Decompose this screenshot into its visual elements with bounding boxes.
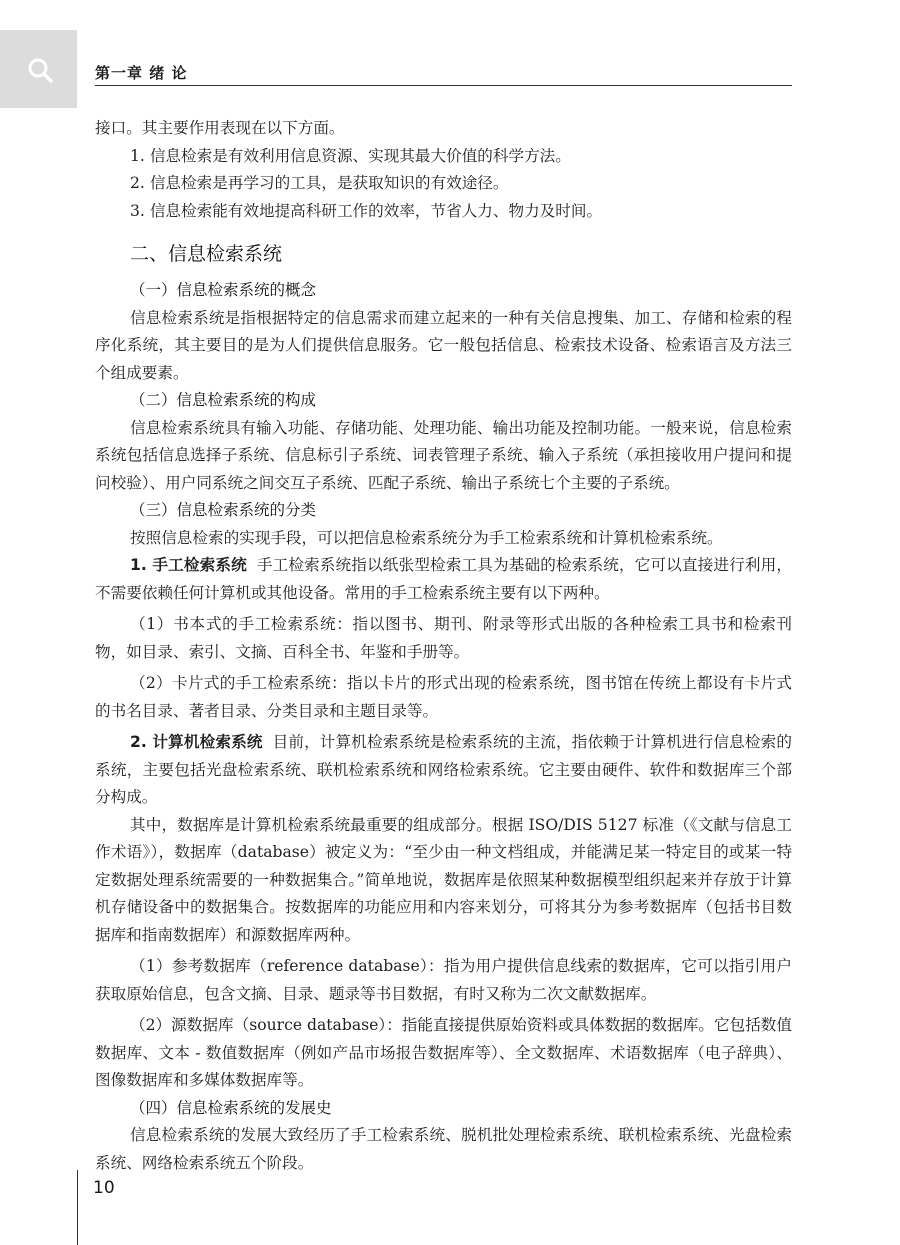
intro-paragraph: 接口。其主要作用表现在以下方面。	[95, 119, 345, 137]
paragraph: （1）参考数据库（reference database）：指为用户提供信息线索的数据库，它可以指引用户获取原始信息，包含文摘、目录、题录等书目数据，有时又称为二次文献数据库。	[95, 957, 792, 1003]
paragraph-computer-system	[95, 729, 792, 812]
chapter-title: 第一章 绪 论	[95, 64, 188, 82]
paragraph: 信息检索系统是指根据特定的信息需求而建立起来的一种有关信息搜集、加工、存储和检索的程序化系统，其主要目的是为人们提供信息服务。它一般包括信息、检索技术设备、检索语言及方法三个组成要素。	[95, 308, 792, 382]
footer-rule	[77, 1170, 78, 1245]
computer-system-heading: 2. 计算机检索系统	[130, 733, 263, 751]
paragraph: 按照信息检索的实现手段，可以把信息检索系统分为手工检索系统和计算机检索系统。	[130, 528, 723, 547]
paragraph: 其中，数据库是计算机检索系统最重要的组成部分。根据 ISO/DIS 5127 标准（《文献与信息工作术语》），数据库（database）被定义为：“至少由一种文档组成，并能满足某一特定目的或某一特定数据处理系统需要的一种数据集合。”简单地说，数据库是依照某种数据模型组织起来并存放于计算机存储设备中的数据集合。按数据库的功能应用和内容来划分，可将其分为参考数据库（包括书目数据库和指南数据库）和源数据库两种。	[95, 815, 792, 944]
subsection-heading: （三）信息检索系统的分类	[130, 501, 317, 519]
list-item: 3. 信息检索能有效地提高科研工作的效率，节省人力、物力及时间。	[130, 201, 603, 220]
paragraph: 信息检索系统具有输入功能、存储功能、处理功能、输出功能及控制功能。一般来说，信息检索系统包括信息选择子系统、信息标引子系统、词表管理子系统、输入子系统（承担接收用户提问和提问校验）、用户同系统之间交互子系统、匹配子系统、输出子系统七个主要的子系统。	[95, 418, 792, 492]
list-item: 2. 信息检索是再学习的工具，是获取知识的有效途径。	[130, 174, 509, 192]
manual-system-heading: 1. 手工检索系统	[130, 556, 247, 574]
list-item: 1. 信息检索是有效利用信息资源、实现其最大价值的科学方法。	[130, 146, 571, 165]
paragraph: 信息检索系统的发展大致经历了手工检索系统、脱机批处理检索系统、联机检索系统、光盘检索系统、网络检索系统五个阶段。	[95, 1126, 792, 1172]
paragraph-manual-system	[95, 552, 792, 607]
page-body	[95, 115, 792, 1177]
page-number: 10	[93, 1178, 115, 1198]
subsection-heading: （四）信息检索系统的发展史	[130, 1098, 332, 1117]
header-corner-block	[0, 30, 77, 108]
header-rule	[95, 85, 792, 86]
subsection-heading: （一）信息检索系统的概念	[130, 281, 317, 299]
search-icon	[26, 56, 54, 84]
paragraph: （1）书本式的手工检索系统：指以图书、期刊、附录等形式出版的各种检索工具书和检索刊物，如目录、索引、文摘、百科全书、年鉴和手册等。	[95, 615, 792, 661]
paragraph: （2）源数据库（source database）：指能直接提供原始资料或具体数据的数据库。它包括数值数据库、文本 - 数值数据库（例如产品市场报告数据库等）、全文数据库、术语数据库（电子辞典）、图像数据库和多媒体数据库等。	[95, 1016, 792, 1089]
manual-system-text: 手工检索系统指以纸张型检索工具为基础的检索系统，它可以直接进行利用，不需要依赖任何计算机或其他设备。常用的手工检索系统主要有以下两种。	[95, 556, 792, 602]
section-heading: 二、信息检索系统	[130, 243, 283, 265]
paragraph: （2）卡片式的手工检索系统：指以卡片的形式出现的检索系统，图书馆在传统上都设有卡片式的书名目录、著者目录、分类目录和主题目录等。	[95, 674, 792, 720]
computer-system-text: 目前，计算机检索系统是检索系统的主流，指依赖于计算机进行信息检索的系统，主要包括光盘检索系统、联机检索系统和网络检索系统。它主要由硬件、软件和数据库三个部分构成。	[95, 733, 792, 806]
subsection-heading: （二）信息检索系统的构成	[130, 391, 317, 409]
